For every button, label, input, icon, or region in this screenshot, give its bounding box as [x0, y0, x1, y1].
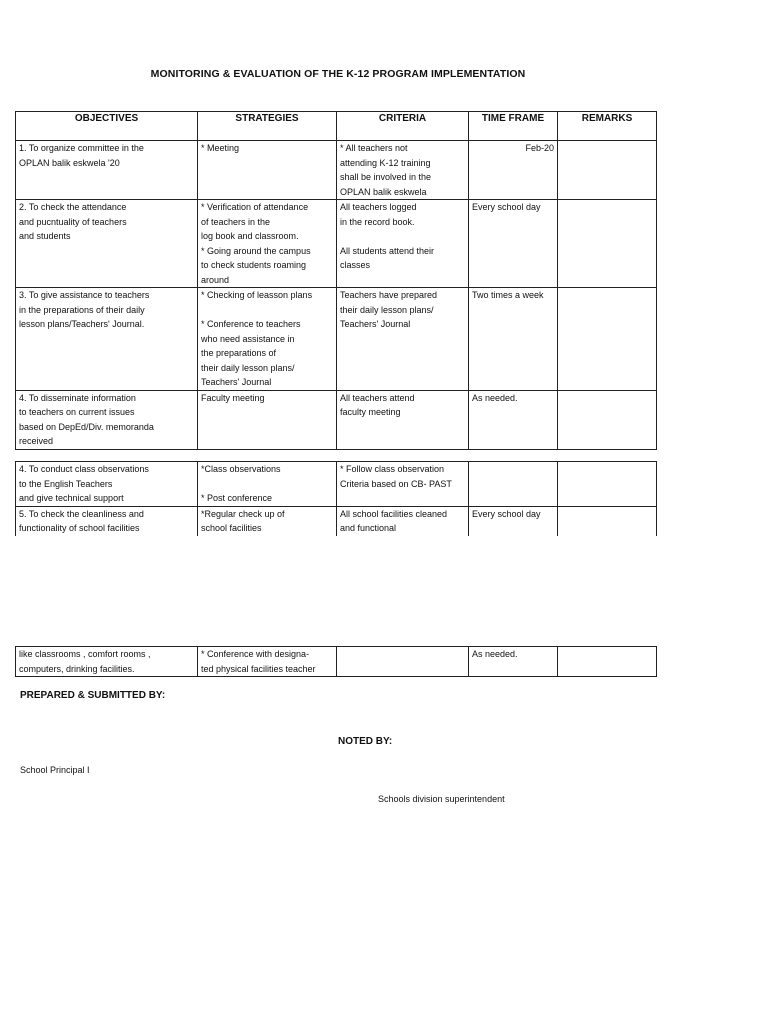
document-title: MONITORING & EVALUATION OF THE K-12 PROGRAM IMPLEMENTATION	[150, 68, 526, 80]
remarks-cell	[558, 647, 657, 677]
criteria-cell: All teachers logged in the record book. All students attend their classes	[337, 200, 469, 288]
remarks-cell	[558, 200, 657, 288]
noted-by-label: NOTED BY:	[338, 736, 393, 747]
time-frame-cell: Every school day	[469, 506, 558, 536]
criteria-cell: All school facilities cleaned and functional	[337, 506, 469, 536]
table-row	[16, 506, 657, 536]
time-frame-cell	[469, 462, 558, 507]
objective-cell: 1. To organize committee in the OPLAN balik eskwela '20	[16, 141, 198, 200]
strategy-cell: *Class observations * Post conference	[198, 462, 337, 507]
objective-cell: 5. To check the cleanliness and functionality of school facilities	[16, 506, 198, 536]
monitoring-table-page-break-continued	[15, 646, 657, 677]
strategy-cell: * Verification of attendance of teachers in the log book and classroom. * Going around the campus to check students roaming around	[198, 200, 337, 288]
strategy-cell: * Checking of leasson plans * Conference to teachers who need assistance in the preparations of their daily lesson plans/ Teachers' Journal	[198, 288, 337, 391]
strategy-cell: * Meeting	[198, 141, 337, 200]
table-row	[16, 462, 657, 507]
monitoring-table	[15, 111, 657, 450]
criteria-cell: Teachers have prepared their daily lesson plans/ Teachers' Journal	[337, 288, 469, 391]
time-frame-cell: As needed.	[469, 390, 558, 449]
strategy-cell: Faculty meeting	[198, 390, 337, 449]
objective-cell: 4. To conduct class observations to the English Teachers and give technical support	[16, 462, 198, 507]
time-frame-cell: As needed.	[469, 647, 558, 677]
criteria-cell	[337, 647, 469, 677]
remarks-cell	[558, 462, 657, 507]
remarks-cell	[558, 506, 657, 536]
time-frame-cell: Every school day	[469, 200, 558, 288]
table-row	[16, 390, 657, 449]
remarks-cell	[558, 141, 657, 200]
criteria-cell: All teachers attend faculty meeting	[337, 390, 469, 449]
superintendent-title: Schools division superintendent	[378, 794, 505, 804]
criteria-cell: * All teachers not attending K-12 training shall be involved in the OPLAN balik eskwela	[337, 141, 469, 200]
header-time-frame: TIME FRAME	[469, 112, 558, 141]
objective-cell: like classrooms , comfort rooms , computers, drinking facilities.	[16, 647, 198, 677]
remarks-cell	[558, 288, 657, 391]
objective-cell: 4. To disseminate information to teachers on current issues based on DepEd/Div. memoranda received	[16, 390, 198, 449]
criteria-cell: * Follow class observation Criteria based on CB- PAST	[337, 462, 469, 507]
header-criteria: CRITERIA	[337, 112, 469, 141]
table-row	[16, 288, 657, 391]
objective-cell: 3. To give assistance to teachers in the preparations of their daily lesson plans/Teachers' Journal.	[16, 288, 198, 391]
table-row	[16, 141, 657, 200]
strategy-cell: * Conference with designa- ted physical facilities teacher	[198, 647, 337, 677]
principal-title: School Principal I	[20, 765, 90, 775]
header-strategies: STRATEGIES	[198, 112, 337, 141]
remarks-cell	[558, 390, 657, 449]
prepared-by-label: PREPARED & SUBMITTED BY:	[20, 690, 166, 701]
table-header-row	[16, 112, 657, 141]
objective-cell: 2. To check the attendance and pucntuality of teachers and students	[16, 200, 198, 288]
time-frame-cell: Two times a week	[469, 288, 558, 391]
header-remarks: REMARKS	[558, 112, 657, 141]
table-row	[16, 647, 657, 677]
header-objectives: OBJECTIVES	[16, 112, 198, 141]
table-row	[16, 200, 657, 288]
time-frame-cell: Feb-20	[469, 141, 558, 200]
monitoring-table-continued	[15, 461, 657, 536]
strategy-cell: *Regular check up of school facilities	[198, 506, 337, 536]
